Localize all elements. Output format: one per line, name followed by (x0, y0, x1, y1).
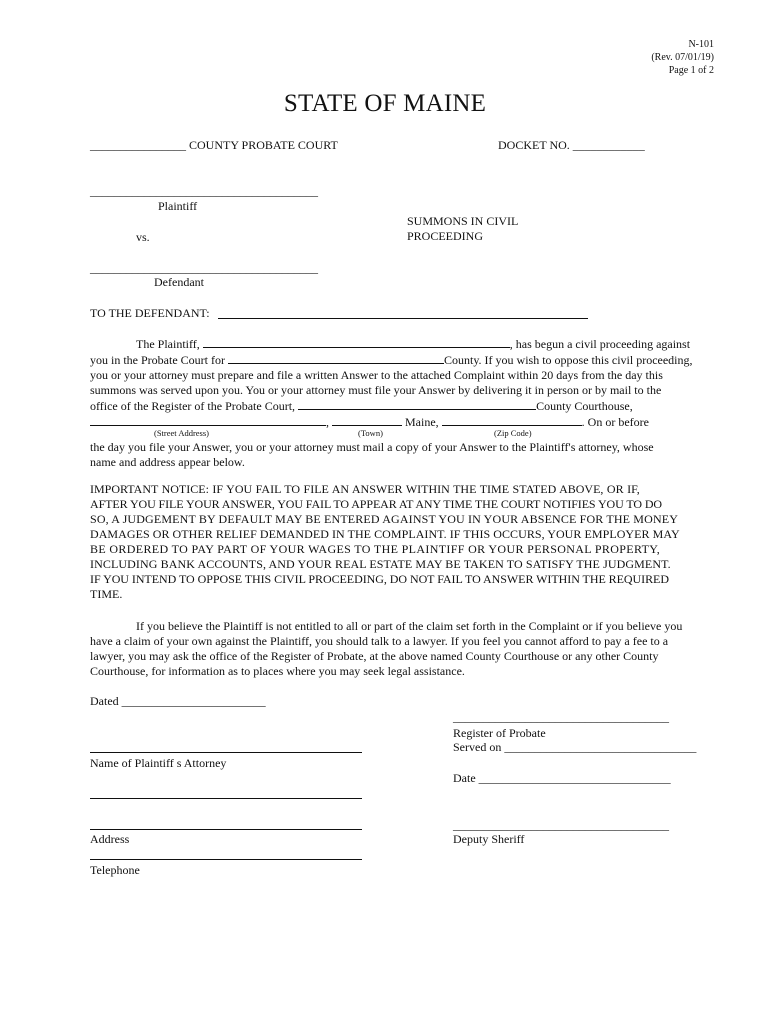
body-text: , (326, 415, 329, 429)
body-text: County. If you wish to oppose this civil proceeding, (443, 353, 693, 367)
body-text: the day you file your Answer, you or your attorney must mail a copy of your Answer to the Plaintiff's attorney, whose (90, 440, 654, 454)
body-text: you in the Probate Court for (90, 353, 225, 367)
advice-line: If you believe the Plaintiff is not entitled to all or part of the claim set forth in the Complaint or if you believe you (136, 619, 683, 633)
date-line (453, 771, 671, 786)
advice-line: lawyer, you may ask the office of the Register of Probate, at the above named County Courthouse or any other County (90, 649, 659, 663)
date-label: Date (453, 771, 476, 785)
attorney-signature-field[interactable] (90, 798, 362, 799)
street-address-blank[interactable] (90, 414, 326, 426)
summons-body-continued (90, 440, 722, 470)
deputy-label: Deputy Sheriff (453, 832, 525, 846)
body-text: . On or before (581, 415, 649, 429)
dated-field[interactable]: ________________________ (121, 694, 266, 708)
zip-code-blank[interactable] (442, 414, 582, 426)
form-number: N-101 (688, 39, 714, 50)
address-label: Address (90, 832, 130, 846)
docket-number-field[interactable]: ____________ (572, 138, 645, 152)
notice-line: AFTER YOU FILE YOUR ANSWER, YOU FAIL TO APPEAR AT ANY TIME THE COURT NOTIFIES YOU TO DO (90, 497, 662, 511)
body-text: The Plaintiff, (136, 337, 200, 351)
body-text: , has begun a civil proceeding against (509, 337, 691, 351)
served-on-label: Served on (453, 740, 502, 754)
probate-county-blank[interactable] (228, 352, 444, 364)
address-field[interactable] (90, 829, 362, 830)
deputy-signature-field[interactable]: ____________________________________ (453, 818, 669, 832)
plaintiff-label: Plaintiff (158, 199, 198, 213)
document-type (407, 214, 518, 244)
notice-line: BE ORDERED TO PAY PART OF YOUR WAGES TO THE PLAINTIFF OR YOUR PERSONAL PROPERTY, (90, 542, 661, 556)
street-address-caption: (Street Address) (154, 428, 210, 438)
defendant-label: Defendant (154, 275, 204, 289)
body-text: summons was served upon you. You or your attorney must file your Answer by delivering it in person or by mail to the (90, 383, 662, 397)
docket-label: DOCKET NO. (498, 138, 570, 152)
attorney-name-field[interactable] (90, 752, 362, 753)
body-text: County Courthouse, (536, 399, 633, 413)
page-indicator: Page 1 of 2 (668, 65, 714, 76)
register-signature-field[interactable]: ____________________________________ (453, 710, 669, 724)
document-type-line-1: SUMMONS IN CIVIL (407, 214, 519, 228)
attorney-name-label: Name of Plaintiff s Attorney (90, 756, 227, 770)
town-blank[interactable] (332, 414, 402, 426)
notice-line: IMPORTANT NOTICE: IF YOU FAIL TO FILE AN ANSWER WITHIN THE TIME STATED ABOVE, OR IF, (90, 482, 640, 496)
served-on-line (453, 740, 696, 755)
body-text: Maine, (405, 415, 439, 429)
court-line (90, 138, 338, 153)
versus-label: vs. (136, 230, 150, 244)
defendant-name-field[interactable]: ______________________________________ (90, 261, 318, 275)
zip-code-caption: (Zip Code) (494, 428, 532, 438)
notice-line: SO, A JUDGEMENT BY DEFAULT MAY BE ENTERED AGAINST YOU IN YOUR ABSENCE FOR THE MONEY (90, 512, 679, 526)
advice-line: have a claim of your own against the Plaintiff, you should talk to a lawyer. If you feel you cannot afford to pay a fee to a (90, 634, 669, 648)
notice-line: IF YOU INTEND TO OPPOSE THIS CIVIL PROCEEDING, DO NOT FAIL TO ANSWER WITHIN THE REQUIRED (90, 572, 669, 586)
body-text: you or your attorney must prepare and file a written Answer to the attached Complaint within 20 days from the day this (90, 368, 663, 382)
legal-advice (90, 619, 722, 679)
register-label: Register of Probate (453, 726, 546, 740)
docket-line (498, 138, 645, 153)
notice-line: TIME. (90, 587, 123, 601)
body-text: name and address appear below. (90, 455, 245, 469)
courthouse-county-blank[interactable] (298, 398, 536, 410)
telephone-label: Telephone (90, 863, 140, 877)
to-defendant-label: TO THE DEFENDANT: (90, 306, 210, 320)
notice-line: DAMAGES OR OTHER RELIEF DEMANDED IN THE COMPLAINT. IF THIS OCCURS, YOUR EMPLOYER MAY (90, 527, 680, 541)
telephone-field[interactable] (90, 859, 362, 860)
served-on-field[interactable]: ________________________________ (504, 740, 697, 754)
plaintiff-name-field[interactable]: ______________________________________ (90, 184, 318, 198)
important-notice (90, 482, 722, 602)
county-name-field[interactable]: ________________ (90, 138, 186, 152)
town-caption: (Town) (358, 428, 383, 438)
dated-label: Dated (90, 694, 119, 708)
form-meta (651, 38, 714, 77)
to-defendant-field[interactable] (218, 318, 588, 319)
document-type-line-2: PROCEEDING (407, 229, 484, 243)
date-field[interactable]: ________________________________ (478, 771, 671, 785)
dated-line (90, 694, 266, 709)
court-name: COUNTY PROBATE COURT (189, 138, 338, 152)
notice-line: INCLUDING BANK ACCOUNTS, AND YOUR REAL ESTATE MAY BE TAKEN TO SATISFY THE JUDGMENT. (90, 557, 671, 571)
advice-line: Courthouse, for information as to places where you may seek legal assistance. (90, 664, 465, 678)
summons-body (90, 336, 722, 430)
form-revision: (Rev. 07/01/19) (651, 52, 714, 63)
plaintiff-name-blank[interactable] (203, 336, 510, 348)
page-title: STATE OF MAINE (283, 90, 487, 117)
body-text: office of the Register of the Probate Court, (90, 399, 296, 413)
